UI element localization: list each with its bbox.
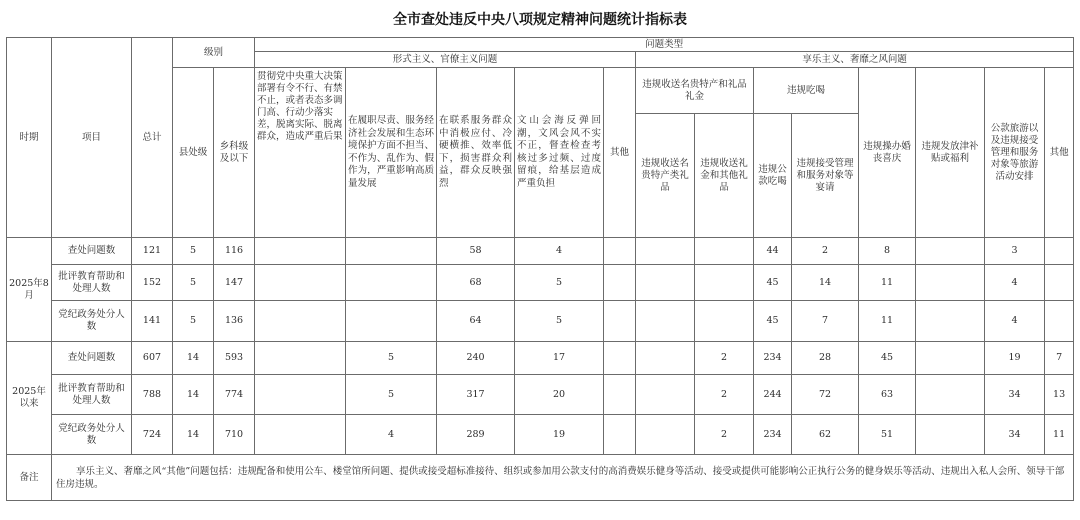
formalism-3-cell: 20 [515,375,604,415]
spacer-cell [255,301,346,342]
gift-money-cell: 45 [754,265,792,301]
public-dining-cell: 14 [792,265,859,301]
travel-cell [1045,301,1074,342]
accepting-banquet-header: 违规接受管理和服务对象等宴请 [792,114,859,238]
table-row [7,342,1074,375]
period-cell: 2025年8月 [7,238,52,342]
formalism-1-cell [346,265,437,301]
gift-specialty-cell: 2 [695,415,754,455]
township-cell: 136 [214,301,255,342]
allowance-cell: 4 [985,301,1045,342]
formalism-type-2-header: 在履职尽责、服务经济社会发展和生态环境保护方面不担当、不作为、乱作为、假作为，严重影响高质量发展 [346,68,437,238]
county-cell: 14 [173,342,214,375]
formalism-other-header: 其他 [604,68,636,238]
formalism-other-cell [636,265,695,301]
gift-money-cell: 244 [754,375,792,415]
item-cell: 批评教育帮助和处理人数 [52,375,132,415]
item-cell: 查处问题数 [52,342,132,375]
allowance-cell: 34 [985,415,1045,455]
public-dining-cell: 7 [792,301,859,342]
formalism-1-cell [346,238,437,265]
item-cell: 查处问题数 [52,238,132,265]
township-cell: 116 [214,238,255,265]
gift-specialty-header: 违规收送名贵特产类礼品 [636,114,695,238]
gift-specialty-cell [695,301,754,342]
county-cell: 5 [173,238,214,265]
formalism-2-cell: 317 [437,375,515,415]
item-cell: 批评教育帮助和处理人数 [52,265,132,301]
formalism-other-cell [636,375,695,415]
wedding-cell [916,342,985,375]
wedding-cell [916,375,985,415]
formalism-type-1-header: 贯彻党中央重大决策部署有令不行、有禁不止，或者表态多调门高、行动少落实差，脱离实际、脱离群众，造成严重后果 [255,68,346,238]
spacer-cell [255,238,346,265]
formalism-4-cell [604,301,636,342]
formalism-1-cell: 4 [346,415,437,455]
period-header: 时期 [7,38,52,238]
problem-type-header: 问题类型 [255,38,1074,52]
formalism-type-3-header: 在联系服务群众中消极应付、冷硬横推、效率低下，损害群众利益，群众反映强烈 [437,68,515,238]
travel-header: 公款旅游以及违规接受管理和服务对象等旅游活动安排 [985,68,1045,238]
township-level-header: 乡科级及以下 [214,68,255,238]
table-row [7,238,1074,265]
gift-money-cell: 234 [754,415,792,455]
allowance-cell: 19 [985,342,1045,375]
formalism-2-cell: 58 [437,238,515,265]
total-cell: 607 [132,342,173,375]
public-dining-cell: 28 [792,342,859,375]
table-row [7,301,1074,342]
statistics-table [6,37,1074,501]
formalism-type-4-header: 文山会海反弹回潮，文风会风不实不正，督查检查考核过多过频、过度留痕，给基层造成严重负担 [515,68,604,238]
formalism-2-cell: 240 [437,342,515,375]
total-cell: 724 [132,415,173,455]
eating-header: 违规吃喝 [754,68,859,114]
township-cell: 710 [214,415,255,455]
banquet-cell: 11 [859,301,916,342]
formalism-other-cell [636,415,695,455]
banquet-cell: 45 [859,342,916,375]
formalism-4-cell [604,265,636,301]
formalism-2-cell: 289 [437,415,515,455]
formalism-1-cell: 5 [346,375,437,415]
wedding-funeral-header: 违规操办婚丧喜庆 [859,68,916,238]
formalism-2-cell: 68 [437,265,515,301]
total-cell: 152 [132,265,173,301]
county-cell: 5 [173,301,214,342]
total-cell: 121 [132,238,173,265]
hedonism-other-header: 其他 [1045,68,1074,238]
wedding-cell [916,415,985,455]
allowance-cell: 34 [985,375,1045,415]
county-cell: 14 [173,415,214,455]
hedonism-header: 享乐主义、奢靡之风问题 [636,52,1074,68]
county-level-header: 县处级 [173,68,214,238]
total-cell: 141 [132,301,173,342]
wedding-cell [916,238,985,265]
travel-cell: 11 [1045,415,1074,455]
banquet-cell: 63 [859,375,916,415]
item-header: 项目 [52,38,132,238]
formalism-3-cell: 5 [515,301,604,342]
travel-cell [1045,265,1074,301]
formalism-4-cell [604,375,636,415]
formalism-header: 形式主义、官僚主义问题 [255,52,636,68]
public-dining-cell: 62 [792,415,859,455]
formalism-other-cell [636,238,695,265]
note-text: 享乐主义、奢靡之风“其他”问题包括：违规配备和使用公车、楼堂馆所问题、提供或接受超标准接待、组织或参加用公款支付的高消费娱乐健身等活动、接受或提供可能影响公正执行公务的健身娱乐等活动、违规出入私人会所、领导干部住房违规。 [56,465,1065,490]
banquet-cell: 8 [859,238,916,265]
item-cell: 党纪政务处分人数 [52,415,132,455]
table-row [7,375,1074,415]
formalism-4-cell [604,342,636,375]
item-cell: 党纪政务处分人数 [52,301,132,342]
formalism-other-cell [636,301,695,342]
travel-cell: 7 [1045,342,1074,375]
county-cell: 14 [173,375,214,415]
formalism-3-cell: 5 [515,265,604,301]
table-row [7,265,1074,301]
formalism-3-cell: 19 [515,415,604,455]
spacer-cell [255,265,346,301]
travel-cell: 13 [1045,375,1074,415]
county-cell: 5 [173,265,214,301]
gift-money-cell: 44 [754,238,792,265]
formalism-other-cell [636,342,695,375]
travel-cell [1045,238,1074,265]
formalism-4-cell [604,415,636,455]
formalism-1-cell: 5 [346,342,437,375]
banquet-cell: 51 [859,415,916,455]
township-cell: 593 [214,342,255,375]
gift-specialty-cell [695,265,754,301]
wedding-cell [916,265,985,301]
public-dining-cell: 72 [792,375,859,415]
township-cell: 774 [214,375,255,415]
spacer-cell [255,342,346,375]
wedding-cell [916,301,985,342]
allowance-cell: 3 [985,238,1045,265]
public-dining-cell: 2 [792,238,859,265]
note-label: 备注 [7,455,52,501]
formalism-3-cell: 4 [515,238,604,265]
gift-header: 违规收送名贵特产和礼品礼金 [636,68,754,114]
formalism-3-cell: 17 [515,342,604,375]
level-header: 级别 [173,38,255,68]
gift-specialty-cell [695,238,754,265]
page-title: 全市查处违反中央八项规定精神问题统计指标表 [393,12,687,28]
public-fund-dining-header: 违规公款吃喝 [754,114,792,238]
gift-specialty-cell: 2 [695,375,754,415]
allowance-header: 违规发放津补贴或福利 [916,68,985,238]
allowance-cell: 4 [985,265,1045,301]
spacer-cell [255,415,346,455]
period-cell: 2025年以来 [7,342,52,455]
total-cell: 788 [132,375,173,415]
total-header: 总计 [132,38,173,238]
gift-money-cell: 45 [754,301,792,342]
table-row [7,415,1074,455]
formalism-2-cell: 64 [437,301,515,342]
spacer-cell [255,375,346,415]
formalism-1-cell [346,301,437,342]
gift-money-header: 违规收送礼金和其他礼品 [695,114,754,238]
banquet-cell: 11 [859,265,916,301]
formalism-4-cell [604,238,636,265]
gift-money-cell: 234 [754,342,792,375]
gift-specialty-cell: 2 [695,342,754,375]
township-cell: 147 [214,265,255,301]
